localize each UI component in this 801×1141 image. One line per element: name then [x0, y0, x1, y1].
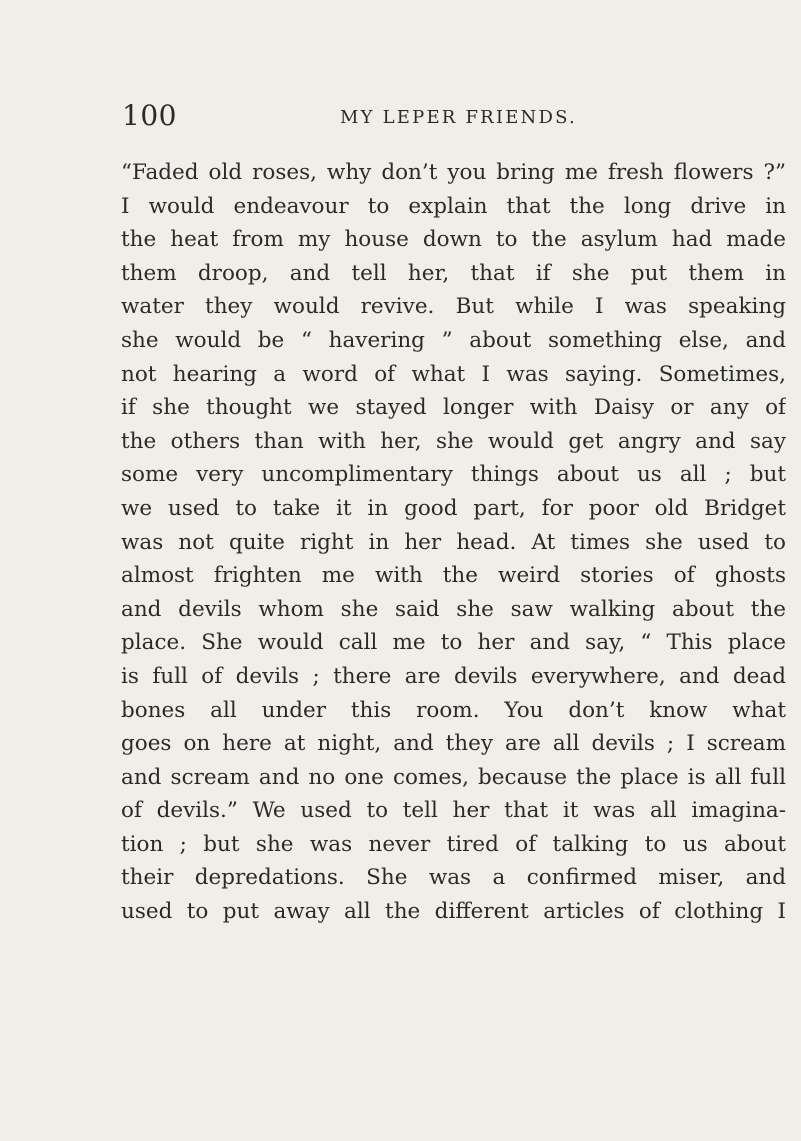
- text-line: the heat from my house down to the asylum had made: [121, 227, 786, 253]
- text-line: tion ; but she was never tired of talking to us about: [121, 831, 786, 857]
- text-line: not hearing a word of what I was saying. Sometimes,: [121, 361, 786, 387]
- running-head: MY LEPER FRIENDS.: [340, 107, 577, 128]
- text-line: their depredations. She was a confirmed miser, and: [121, 865, 786, 891]
- text-line: was not quite right in her head. At times she used to: [121, 529, 786, 555]
- text-line: water they would revive. But while I was speaking: [121, 294, 786, 320]
- text-line: and scream and no one comes, because the place is all full: [121, 764, 786, 790]
- text-line: if she thought we stayed longer with Daisy or any of: [121, 395, 786, 421]
- page-number: 100: [122, 99, 177, 132]
- text-line: bones all under this room. You don’t know what: [121, 697, 786, 723]
- text-line: used to put away all the different articles of clothing I: [121, 899, 786, 925]
- text-line: some very uncomplimentary things about us all ; but: [121, 462, 786, 488]
- text-line: place. She would call me to her and say, “ This place: [121, 630, 786, 656]
- body-text: [121, 156, 786, 929]
- text-line: them droop, and tell her, that if she put them in: [121, 260, 786, 286]
- text-line: almost frighten me with the weird stories of ghosts: [121, 563, 786, 589]
- text-line: is full of devils ; there are devils everywhere, and dead: [121, 663, 786, 689]
- text-line: of devils.” We used to tell her that it was all imagina-: [121, 798, 786, 824]
- page-header: [122, 100, 682, 136]
- text-line: she would be “ havering ” about something else, and: [121, 327, 786, 353]
- text-line: “Faded old roses, why don’t you bring me fresh flowers ?”: [121, 160, 786, 185]
- text-line: and devils whom she said she saw walking about the: [121, 596, 786, 622]
- text-line: we used to take it in good part, for poor old Bridget: [121, 495, 786, 521]
- text-line: the others than with her, she would get angry and say: [121, 428, 786, 454]
- text-line: I would endeavour to explain that the long drive in: [121, 193, 786, 219]
- text-line: goes on here at night, and they are all devils ; I scream: [121, 731, 786, 757]
